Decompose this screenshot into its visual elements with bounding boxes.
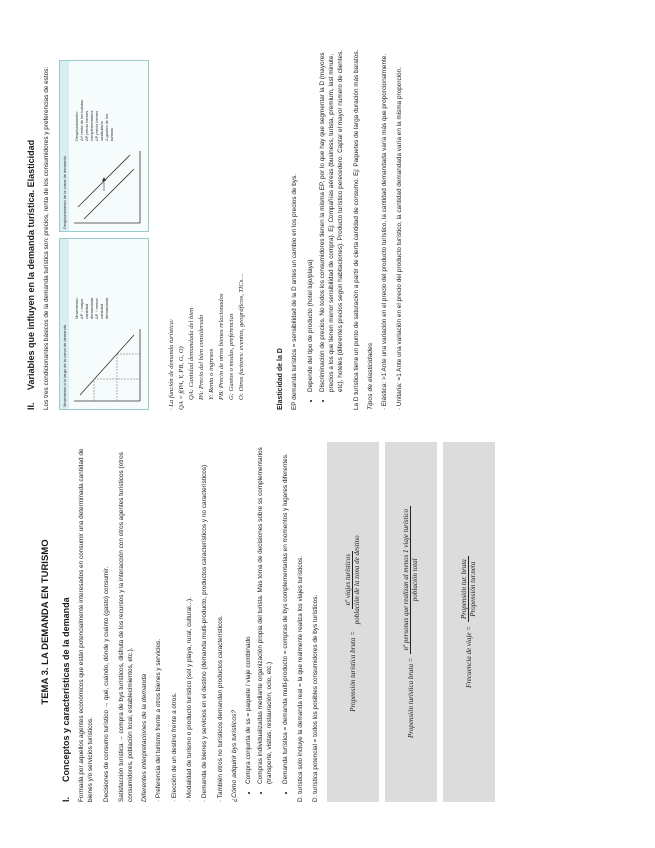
interpretation-item: · Elección de un destino frente a otros. <box>170 692 178 802</box>
paragraph-potential-demand: D. turística potencial = todos los posibles consumidores de bys turísticos. <box>312 594 320 802</box>
how-to-buy-list <box>244 442 275 802</box>
paragraph-saturation: La D turística tiene un punto de saturación a partir de cierta cantidad de consumo. Ej: Paquetes de larga duración más baratos. <box>352 49 360 410</box>
chart-header: Desplazamiento de la curva de demanda <box>62 156 68 229</box>
chart-movement <box>59 238 149 410</box>
paragraph-conditions: Los tres condicionantes básicos de la demanda turística son: precios, renta de los consumidores y preferencias de estos: <box>43 66 50 410</box>
paragraph-real-demand: D. turística solo incluye la demanda real = la que realmente realiza los viajes turísticos. <box>296 556 304 802</box>
section-heading-2: II.Variables que influyen en la demanda turística. Elasticidad <box>26 139 36 410</box>
elasticity-list <box>306 40 346 410</box>
subheading-elasticity: Elasticidad de la D <box>277 348 285 410</box>
chart-header: Movimiento a lo largo de la curva de demanda <box>62 324 68 407</box>
shift-diagram <box>60 61 148 231</box>
chart-notes: Movimiento: ΔP ↓ mayor cantidad demandada ΔP ↑ menor cantidad demandada <box>74 297 110 319</box>
demand-function-variable: PB: Precio de otros bienes relacionados <box>217 293 225 400</box>
elasticity-type-elastic: · Elástica: >1 Ante una variación en el precio del producto turístico, la cantidad demandada varía más que proporcionalmente. <box>380 53 388 410</box>
paragraph-decisions: Decisiones de consumo turístico → qué, cuándo, dónde y cuánto (gasto) consumir. <box>102 566 110 802</box>
list-item: • Discriminación de precios. No todos los consumidores tienen la misma EP, por lo que hay que segmentar la D (mayores precios a los que tienen menor sensibilidad de compra). Ej: Compañías aéreas (business, turista, premium, last minute, etc), hoteles (diferentes precios según habitaciones). Producto turístico perecedero. Captar el mayor número de clientes. <box>318 40 346 392</box>
chart-notes: Desplazamiento: ΔY renta de los turistas ΔP precio bienes complementarios ΔP precio bienes sustitutivos Δ gustos de los turistas <box>74 99 115 141</box>
list-item: • Compra conjunta de ss = paquete / viaje combinado <box>244 442 253 784</box>
multiproduct-list <box>281 442 290 802</box>
list-item: • Demanda turística = demanda multi-producto = compras de bys complementarias en momentos y lugares diferentes. <box>281 442 290 784</box>
demand-function-variable: G: Gustos o modas, preferencias <box>227 313 235 400</box>
elasticity-type-unit: · Unitaria: =1 Ante una variación en el precio del producto turístico, la cantidad demandada varía en la misma proporción. <box>396 67 404 410</box>
page-title: TEMA 3. LA DEMANDA EN TURISMO <box>40 539 51 705</box>
subheading-elasticity-types: Tipos de elasticidades <box>366 342 374 410</box>
left-column <box>0 424 655 848</box>
demand-function-text <box>167 50 246 410</box>
demand-function-line: QA = f(PA, Y, PB, G, O) <box>178 346 186 410</box>
demand-charts-area <box>59 40 269 410</box>
chart-shift <box>59 60 149 232</box>
demand-function-variable: QA: Cantidad demandada del bien <box>188 307 196 400</box>
list-item: • Compras individualizadas mediante organización propia del turista. Más toma de decisiones sobre ss complementarios (transporte, visitas, restauración, ocio, etc.) <box>256 442 275 784</box>
demand-function-line: · La función de demanda turística: <box>168 318 176 410</box>
demand-function-variable: Y: Renta o ingresos <box>207 348 215 400</box>
subheading-interpretations: Diferentes interpretaciones de la demanda <box>141 673 149 802</box>
section-heading-1: I.Conceptos y características de la demanda <box>61 597 71 802</box>
demand-function-variable: O: Otros factores: eventos, geográficos, TICs… <box>237 273 245 400</box>
interpretation-item: · También otros no turísticos demandan productos característicos. <box>216 615 224 802</box>
subheading-how-to-buy: ¿Cómo adquirir bys turísticos? <box>230 709 238 802</box>
formula-propension-bruta-2: Propensión turística bruta = nº personas que realizan al menos 1 viaje turístico población total <box>385 442 437 802</box>
paragraph-definition: Formada por aquellos agentes económicos que están potencialmente interesados en consumir una determinada cantidad de bienes y/o servicios turísticos. <box>78 448 95 802</box>
formula-propension-bruta-1: Propensión turística bruta = nº viajes turísticos población de la zona de destino <box>327 442 379 802</box>
demand-function-variable: PA: Precio del bien considerado <box>197 314 205 400</box>
list-item: • Depende del tipo de producto (hotel lujo/playa) <box>306 40 315 392</box>
movement-diagram <box>60 239 148 409</box>
paragraph-satisfaction: Satisfacción turística → compra de bys turísticos, disfruta de los recursos y la interacción con otros agentes turísticos (otros consumidores, población local, establecimientos, etc.). <box>117 452 135 802</box>
interpretation-item: · Demanda de bienes y servicios en el destino (demanda multi-producto, productos característicos y no característicos) <box>201 464 209 802</box>
paragraph-ep: EP demanda turística = sensibilidad de la D antes un cambio en los precios de bys. <box>291 174 299 410</box>
interpretation-item: · Preferencia del turismo frente a otros bienes y servicios. <box>155 638 163 802</box>
formula-frecuencia-viaje: Frecuencia de viaje = Propensión tur. bruta Propensión tur.neta <box>443 442 495 802</box>
interpretation-item: · Modalidad de turismo o producto turístico (sol y playa, rural, cultural...). <box>185 597 193 802</box>
